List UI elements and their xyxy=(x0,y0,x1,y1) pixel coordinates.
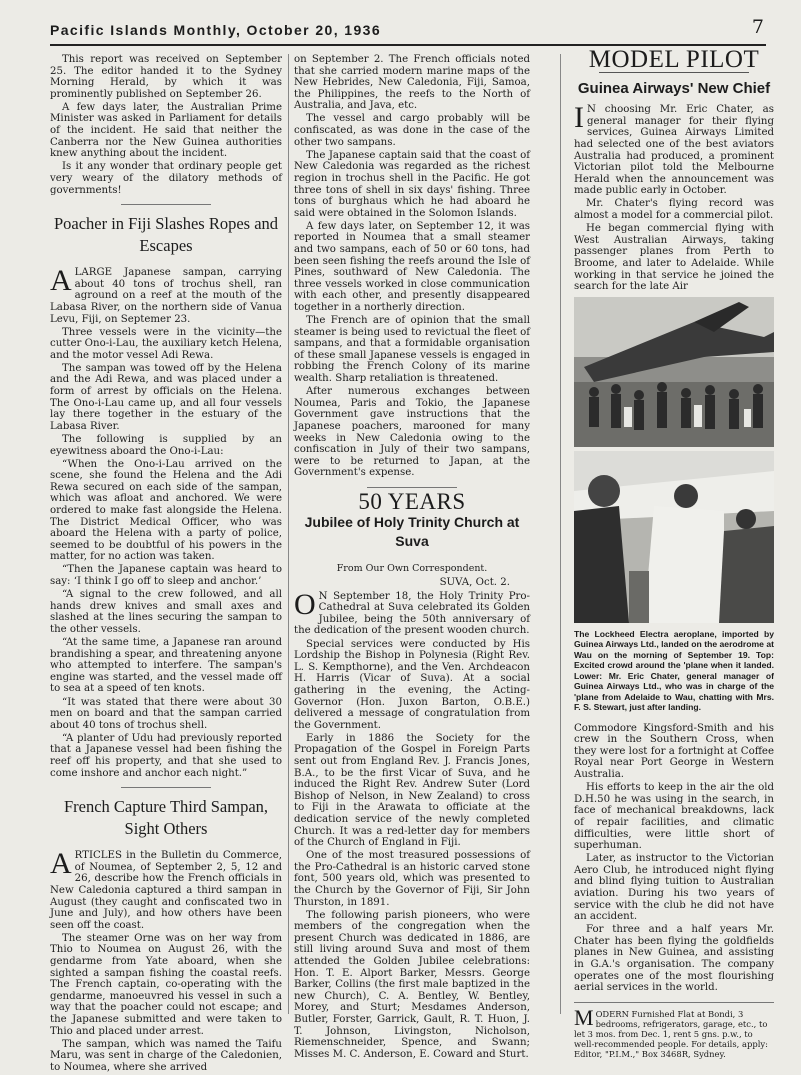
article-subtitle-jubilee: Jubilee of Holy Trinity Church at Suva xyxy=(304,514,520,550)
paragraph: Three vessels were in the vicinity—the cutter Ono-i-Lau, the auxiliary ketch Helena, and the motor vessel Adi Rewa. xyxy=(50,326,282,361)
paragraph: After numerous exchanges between Noumea, Paris and Tokio, the Japanese Government gave instructions that the Japanese poachers, marooned for many weeks in New Caledonia owing to the confiscation in July of their two sampans, were to be returned to Japan, at the Government's expense. xyxy=(294,386,530,479)
article-title-50-years: 50 YEARS xyxy=(358,488,466,514)
article-headline-poacher: Poacher in Fiji Slashes Ropes and Escapes xyxy=(53,214,279,256)
paragraph: The French are of opinion that the small steamer is being used to revictual the fleet of sampans, and that a formidable organisation of these small Japanese vessels is engaged in robbing the French Colony of its marine wealth. Sharp retaliation is threatened. xyxy=(294,315,530,385)
paragraph: The following parish pioneers, who were members of the congregation when the present Church was dedicated in 1886, are still living around Suva and most of them attended the Golden Jubilee celebrations: Hon. T. E. Alport Barker, Messrs. George Barker, Collins (the first male baptized in the new Church), C. A. Bentley, W. Bentley, Morey, and Sturt; Mesdames Anderson, Butler, Forster, Garrick, Gault, R. T. Huon, J. T. Johnson, Livingston, Nicholson, Riemenschneider, Spence, and Swann; Misses M. C. Anderson, E. Coward and Sturt. xyxy=(294,909,530,1060)
paragraph: “A planter of Udu had previously reported that a Japanese vessel had been fishing the reef off his property, and that she used to come inshore and anchor each night.” xyxy=(50,732,282,779)
publication-title: Pacific Islands Monthly, October 20, 1936 xyxy=(50,22,382,38)
paragraph: “When the Ono-i-Lau arrived on the scene, she found the Helena and the Adi Rewa secured on each side of the sampan, which was afloat and anchored. We were ordered to make fast alongside the Helena. The District Medical Officer, who was aboard the Helena with a party of police, seemed to be doubtful of his powers in the matter, for no action was taken. xyxy=(50,458,282,563)
paragraph: He began commercial flying with West Australian Airways, taking passenger planes from Perth to Broome, and later to Adelaide. While working in that service he joined the search for the late Air xyxy=(574,223,774,293)
paragraph: Later, as instructor to the Victorian Aero Club, he introduced night flying and blind flying tuition to Australian aviation. During his two years of service with the club he did not have an accident. xyxy=(574,853,774,923)
drop-cap: A xyxy=(50,264,72,298)
paragraph: One of the most treasured possessions of the Pro-Cathedral is an historic carved stone font, 500 years old, which was presented to the Church by the Governor of Fiji, Sir John Thurston, in 1891. xyxy=(294,850,530,908)
paragraph: Commodore Kingsford-Smith and his crew in the Southern Cross, when they were lost for a fortnight at Coffee Royal near Port George in Western Australia. xyxy=(574,722,774,781)
paragraph: Mr. Chater's flying record was almost a model for a commercial pilot. xyxy=(574,198,774,222)
photo-crowd-image xyxy=(574,297,774,447)
paragraph: The sampan, which was named the Taifu Maru, was sent in charge of the Caledonien, to Noumea, where she arrived xyxy=(50,1038,282,1073)
paragraph: This report was received on September 25. The editor handed it to the Sydney Morning Herald, by which it was prominently published on September 26. xyxy=(50,54,282,100)
paragraph: The steamer Orne was on her way from Thio to Noumea on August 26, with the gendarme from Yate aboard, when she sighted a sampan fishing the coastal reefs. The French captain, co-operating with the gendarme, manoeuvred his vessel in such a way that the poacher could not escape; and the Japanese submitted and were taken to Thio and placed under arrest. xyxy=(50,932,282,1037)
paragraph: The sampan was towed off by the Helena and the Adi Rewa, and was placed under a form of arrest by officials on the Helena. The Ono-i-Lau came up, and all four vessels lay there together in the estuary of the Labasa River. xyxy=(50,362,282,432)
photo-eric-chater xyxy=(574,451,774,623)
divider xyxy=(121,787,211,788)
paragraph: on September 2. The French officials noted that she carried modern marine maps of the New Hebrides, New Caledonia, Fiji, Samoa, the Philippines, the reefs to the North of Australia, and Java, etc. xyxy=(294,54,530,112)
paragraph: “It was stated that there were about 30 men on board and that the sampan carried about 40 tons of trochus shell. xyxy=(50,696,282,731)
photo-chater-image xyxy=(574,451,774,623)
column-2 xyxy=(294,54,530,1062)
drop-cap: O xyxy=(294,587,316,621)
article-headline-french: French Capture Third Sampan, Sight Others xyxy=(63,797,269,839)
paragraph: His efforts to keep in the air the old D.H.50 he was using in the search, in face of mechanical breakdowns, lack of repair facilities, and climatic difficulties, were little short of superhuman. xyxy=(574,782,774,852)
paragraph: The Japanese captain said that the coast of New Caledonia was regarded as the richest region in trochus shell in the Pacific. He got three tons of shell in six days' fishing. Three tons of burghaus which he had aboard he said were obtained in the Solomon Islands. xyxy=(294,149,530,219)
drop-cap: I xyxy=(574,101,584,135)
dateline: SUVA, Oct. 2. xyxy=(439,577,510,589)
paragraph: “At the same time, a Japanese ran around brandishing a spear, and threatening anyone who attempted to interfere. The sampan's engine was started, and the vessel made off to sea at a speed of ten knots. xyxy=(50,637,282,695)
paragraph: O N September 18, the Holy Trinity Pro-Cathedral at Suva celebrated its Golden Jubilee, being the 50th anniversary of the dedication of the present wooden church. xyxy=(294,587,530,637)
article-title-model-pilot: MODEL PILOT xyxy=(588,46,760,73)
paragraph: The following is supplied by an eyewitness aboard the Ono-i-Lau: xyxy=(50,433,282,457)
column-divider xyxy=(560,54,561,1014)
column-3 xyxy=(574,46,774,1059)
page-header xyxy=(50,18,766,46)
paragraph: ALARGE Japanese sampan, carrying about 40 tons of trochus shell, ran aground on a reef at the mouth of the Labasa River, on the northern side of Vanua Levu, Fiji, on Septemer 23. xyxy=(50,264,282,325)
paragraph: A few days later, on September 12, it was reported in Noumea that a small steamer and two sampans, each of 50 or 60 tons, had been seen fishing the reefs around the Isle of Pines, southward of New Caledonia. The three vessels worked in close communication with each other, and presently disappeared together in a northerly direction. xyxy=(294,220,530,313)
drop-cap: A xyxy=(50,847,72,881)
paragraph: Is it any wonder that ordinary people get very weary of the dilatory methods of governments! xyxy=(50,161,282,196)
photo-crowd-around-plane xyxy=(574,297,774,447)
paragraph: Special services were conducted by His Lordship the Bishop in Polynesia (Right Rev. L. S. Kempthorne), and the Ven. Archdeacon H. Harris (Vicar of Suva). At a social gathering in the evening, the Acting-Governor (Hon. Juxon Barton, O.B.E.) delivered a message of congratulation from the Government. xyxy=(294,638,530,731)
paragraph: “A signal to the crew followed, and all hands drew knives and small axes and slashed at the lines securing the sampan to the other vessels. xyxy=(50,589,282,635)
page-number: 7 xyxy=(751,16,764,38)
paragraph: For three and a half years Mr. Chater has been flying the goldfields planes in New Guinea, and assisting in G.A.'s organisation. The company operates one of the most flourishing aerial services in the world. xyxy=(574,924,774,994)
paragraph: The vessel and cargo probably will be confiscated, as was done in the case of the other two sampans. xyxy=(294,113,530,148)
paragraph: A few days later, the Australian Prime Minister was asked in Parliament for details of the incident. He said that neither the Canberra nor the New Guinea authorities knew anything about the incident. xyxy=(50,101,282,160)
paragraph: I N choosing Mr. Eric Chater, as general manager for their flying services, Guinea Airways Limited had selected one of the best aviators Australia had produced, a prominent Victorian pilot told the Melbourne Herald when the announcement was made public early in October. xyxy=(574,101,774,197)
paragraph: “Then the Japanese captain was heard to say: ‘I think I go off to sleep and anchor.’ xyxy=(50,564,282,588)
column-1 xyxy=(50,54,282,1075)
drop-cap: M xyxy=(574,1004,594,1030)
paragraph: Early in 1886 the Society for the Propagation of the Gospel in Foreign Parts sent out from England Rev. J. Francis Jones, B.A., to be the first Vicar of Suva, and he induced the Right Rev. Andrew Suter (Lord Bishop of Nelson, in New Zealand) to cross to Fiji in the Arawata to officiate at the dedication service of the newly completed Church. It was a red-letter day for members of the Church of England in Fiji. xyxy=(294,732,530,849)
divider xyxy=(121,204,211,205)
ad-text: ODERN Furnished Flat at Bondi, 3 bedrooms, refrigerators, garage, etc., to let 3 mos. from Dec. 1, rent 5 gns. p.w., to well-recommended people. For details, apply: Editor, "P.I.M.," Box 3468R, Sydney. xyxy=(574,1008,768,1059)
article-subtitle-guinea-airways: Guinea Airways' New Chief xyxy=(577,79,771,97)
divider xyxy=(367,487,457,488)
paragraph: ARTICLES in the Bulletin du Commerce, of Noumea, of September 2, 5, 12 and 26, describe how the French officials in New Caledonia captured a third sampan in August (they caught and confiscated two in June and July), and how others have been seen off the coast. xyxy=(50,847,282,931)
column-divider xyxy=(288,54,289,1014)
byline: From Our Own Correspondent. xyxy=(336,563,488,575)
classified-ad xyxy=(574,1002,774,1059)
photo-caption: The Lockheed Electra aeroplane, imported by Guinea Airways Ltd., landed on the aerodrome at Wau on the morning of September 19. Top: Excited crowd around the 'plane when it landed. Lower: Mr. Eric Chater, general manager of Guinea Airways Ltd., who was in charge of the 'plane from Adelaide to Wau, chatting with Mrs. F. S. Stewart, just after landing. xyxy=(574,628,774,713)
